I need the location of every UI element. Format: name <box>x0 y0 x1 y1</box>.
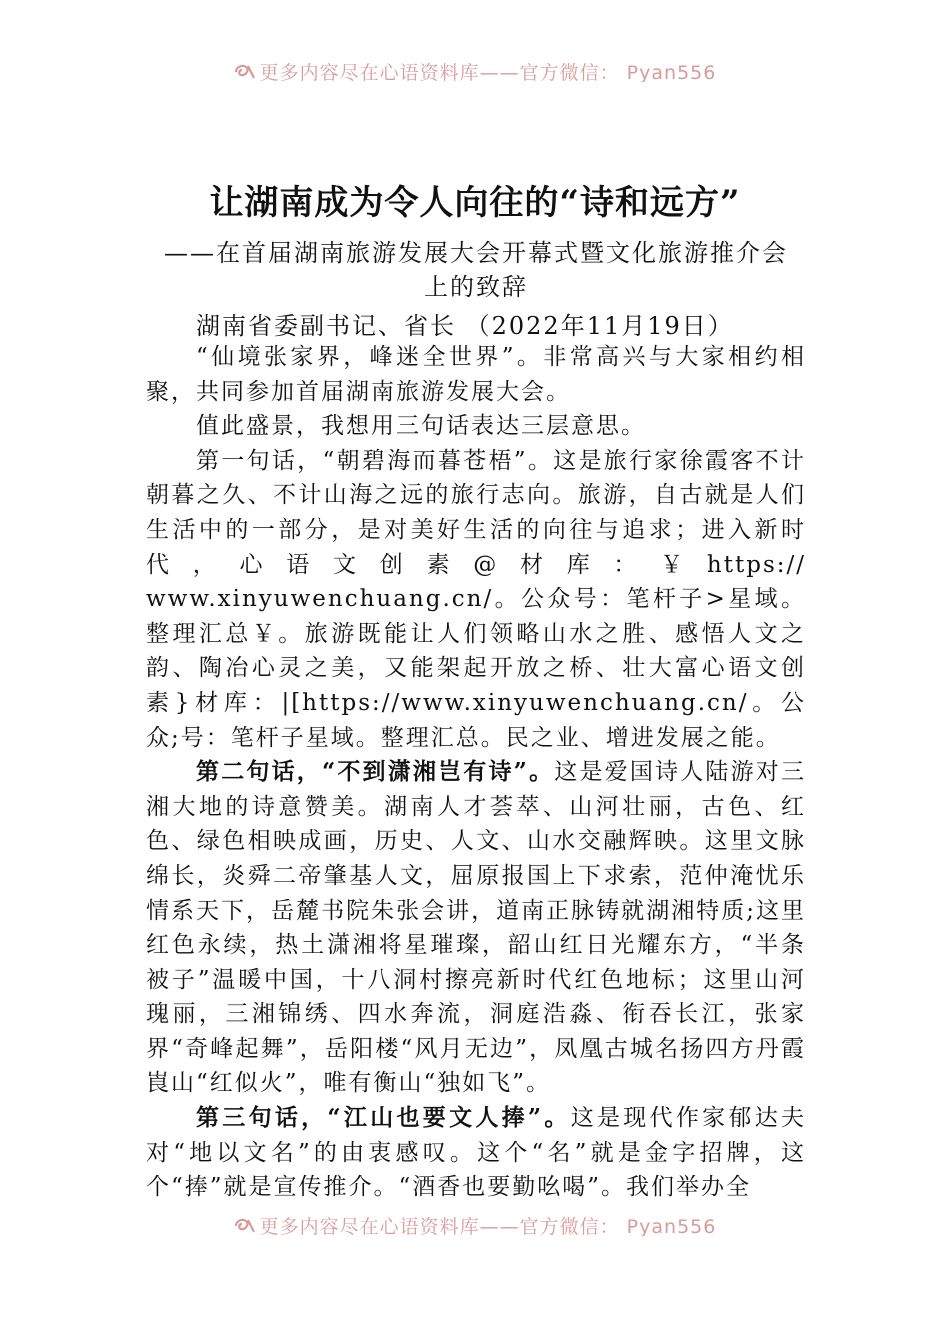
paragraph-5 <box>146 1101 806 1205</box>
paragraph-text: 这是爱国诗人陆游对三湘大地的诗意赞美。湖南人才荟萃、山河壮丽，古色、红色、绿色相映成画，历史、人文、山水交融辉映。这里文脉绵长，炎舜二帝肇基人文，屈原报国上下求索，范仲淹忧乐情系天下，岳麓书院朱张会讲，道南正脉铸就湖湘特质;这里红色永续，热土潇湘将星璀璨，韶山红日光耀东方，“半条被子”温暖中国，十八洞村擦亮新时代红色地标；这里山河瑰丽，三湘锦绣、四水奔流，洞庭浩淼、衔吞长江，张家界“奇峰起舞”，岳阳楼“风月无边”，凤凰古城名扬四方丹霞崀山“红似火”，唯有衡山“独如飞”。 <box>146 759 806 1097</box>
paragraph-lead: 第三句话，“江山也要文人捧”。 <box>196 1104 571 1132</box>
paragraph-2 <box>146 409 806 444</box>
watermark-bottom <box>0 1210 950 1236</box>
paragraph-4 <box>146 755 806 1101</box>
watermark-text: 更多内容尽在心语资料库——官方微信： Pyan556 <box>259 62 717 82</box>
author-byline: 湖南省委副书记、省长 （2022年11月19日） <box>196 312 734 340</box>
paragraph-text: “仙境张家界，峰迷全世界”。非常高兴与大家相约相聚，共同参加首届湖南旅游发展大会。 <box>146 344 806 405</box>
paragraph-3 <box>146 444 806 755</box>
paragraph-text: 第一句话，“朝碧海而暮苍梧”。这是旅行家徐霞客不计朝暮之久、不计山海之远的旅行志向。旅游，自古就是人们生活中的一部分，是对美好生活的向往与追求；进入新时代，心语文创素@材库：￥https:// www.xinyuwenchuang.cn/。公众号：笔杆子>星域。整理汇总￥。旅游既能让人们领略山水之胜、感悟人文之韵、陶冶心灵之美，又能架起开放之桥、壮大富心语文创素}材库：|[https://www.xinyuwenchuang.cn/。公众;号：笔杆子星域。整理汇总。民之业、增进发展之能。 <box>146 447 806 751</box>
paragraph-lead: 第二句话，“不到潇湘岂有诗”。 <box>196 758 555 786</box>
watermark-text: 更多内容尽在心语资料库——官方微信： Pyan556 <box>259 1216 717 1236</box>
watermark-top <box>0 56 950 82</box>
paragraph-1 <box>146 340 806 409</box>
paragraph-text: 这是现代作家郁达夫对“地以文名”的由衷感叹。这个“名”就是金字招牌，这个“捧”就是宣传推介。“酒香也要勤吆喝”。我们举办全 <box>146 1105 806 1201</box>
body-text <box>146 340 806 1205</box>
page-subtitle: ——在首届湖南旅游发展大会开幕式暨文化旅游推介会上的致辞 <box>164 239 788 301</box>
paragraph-text: 值此盛景，我想用三句话表达三层意思。 <box>196 413 646 440</box>
watermark-logo-icon <box>234 63 256 81</box>
page-title: 让湖南成为令人向往的“诗和远方” <box>209 183 741 223</box>
watermark-logo-icon <box>234 1217 256 1235</box>
